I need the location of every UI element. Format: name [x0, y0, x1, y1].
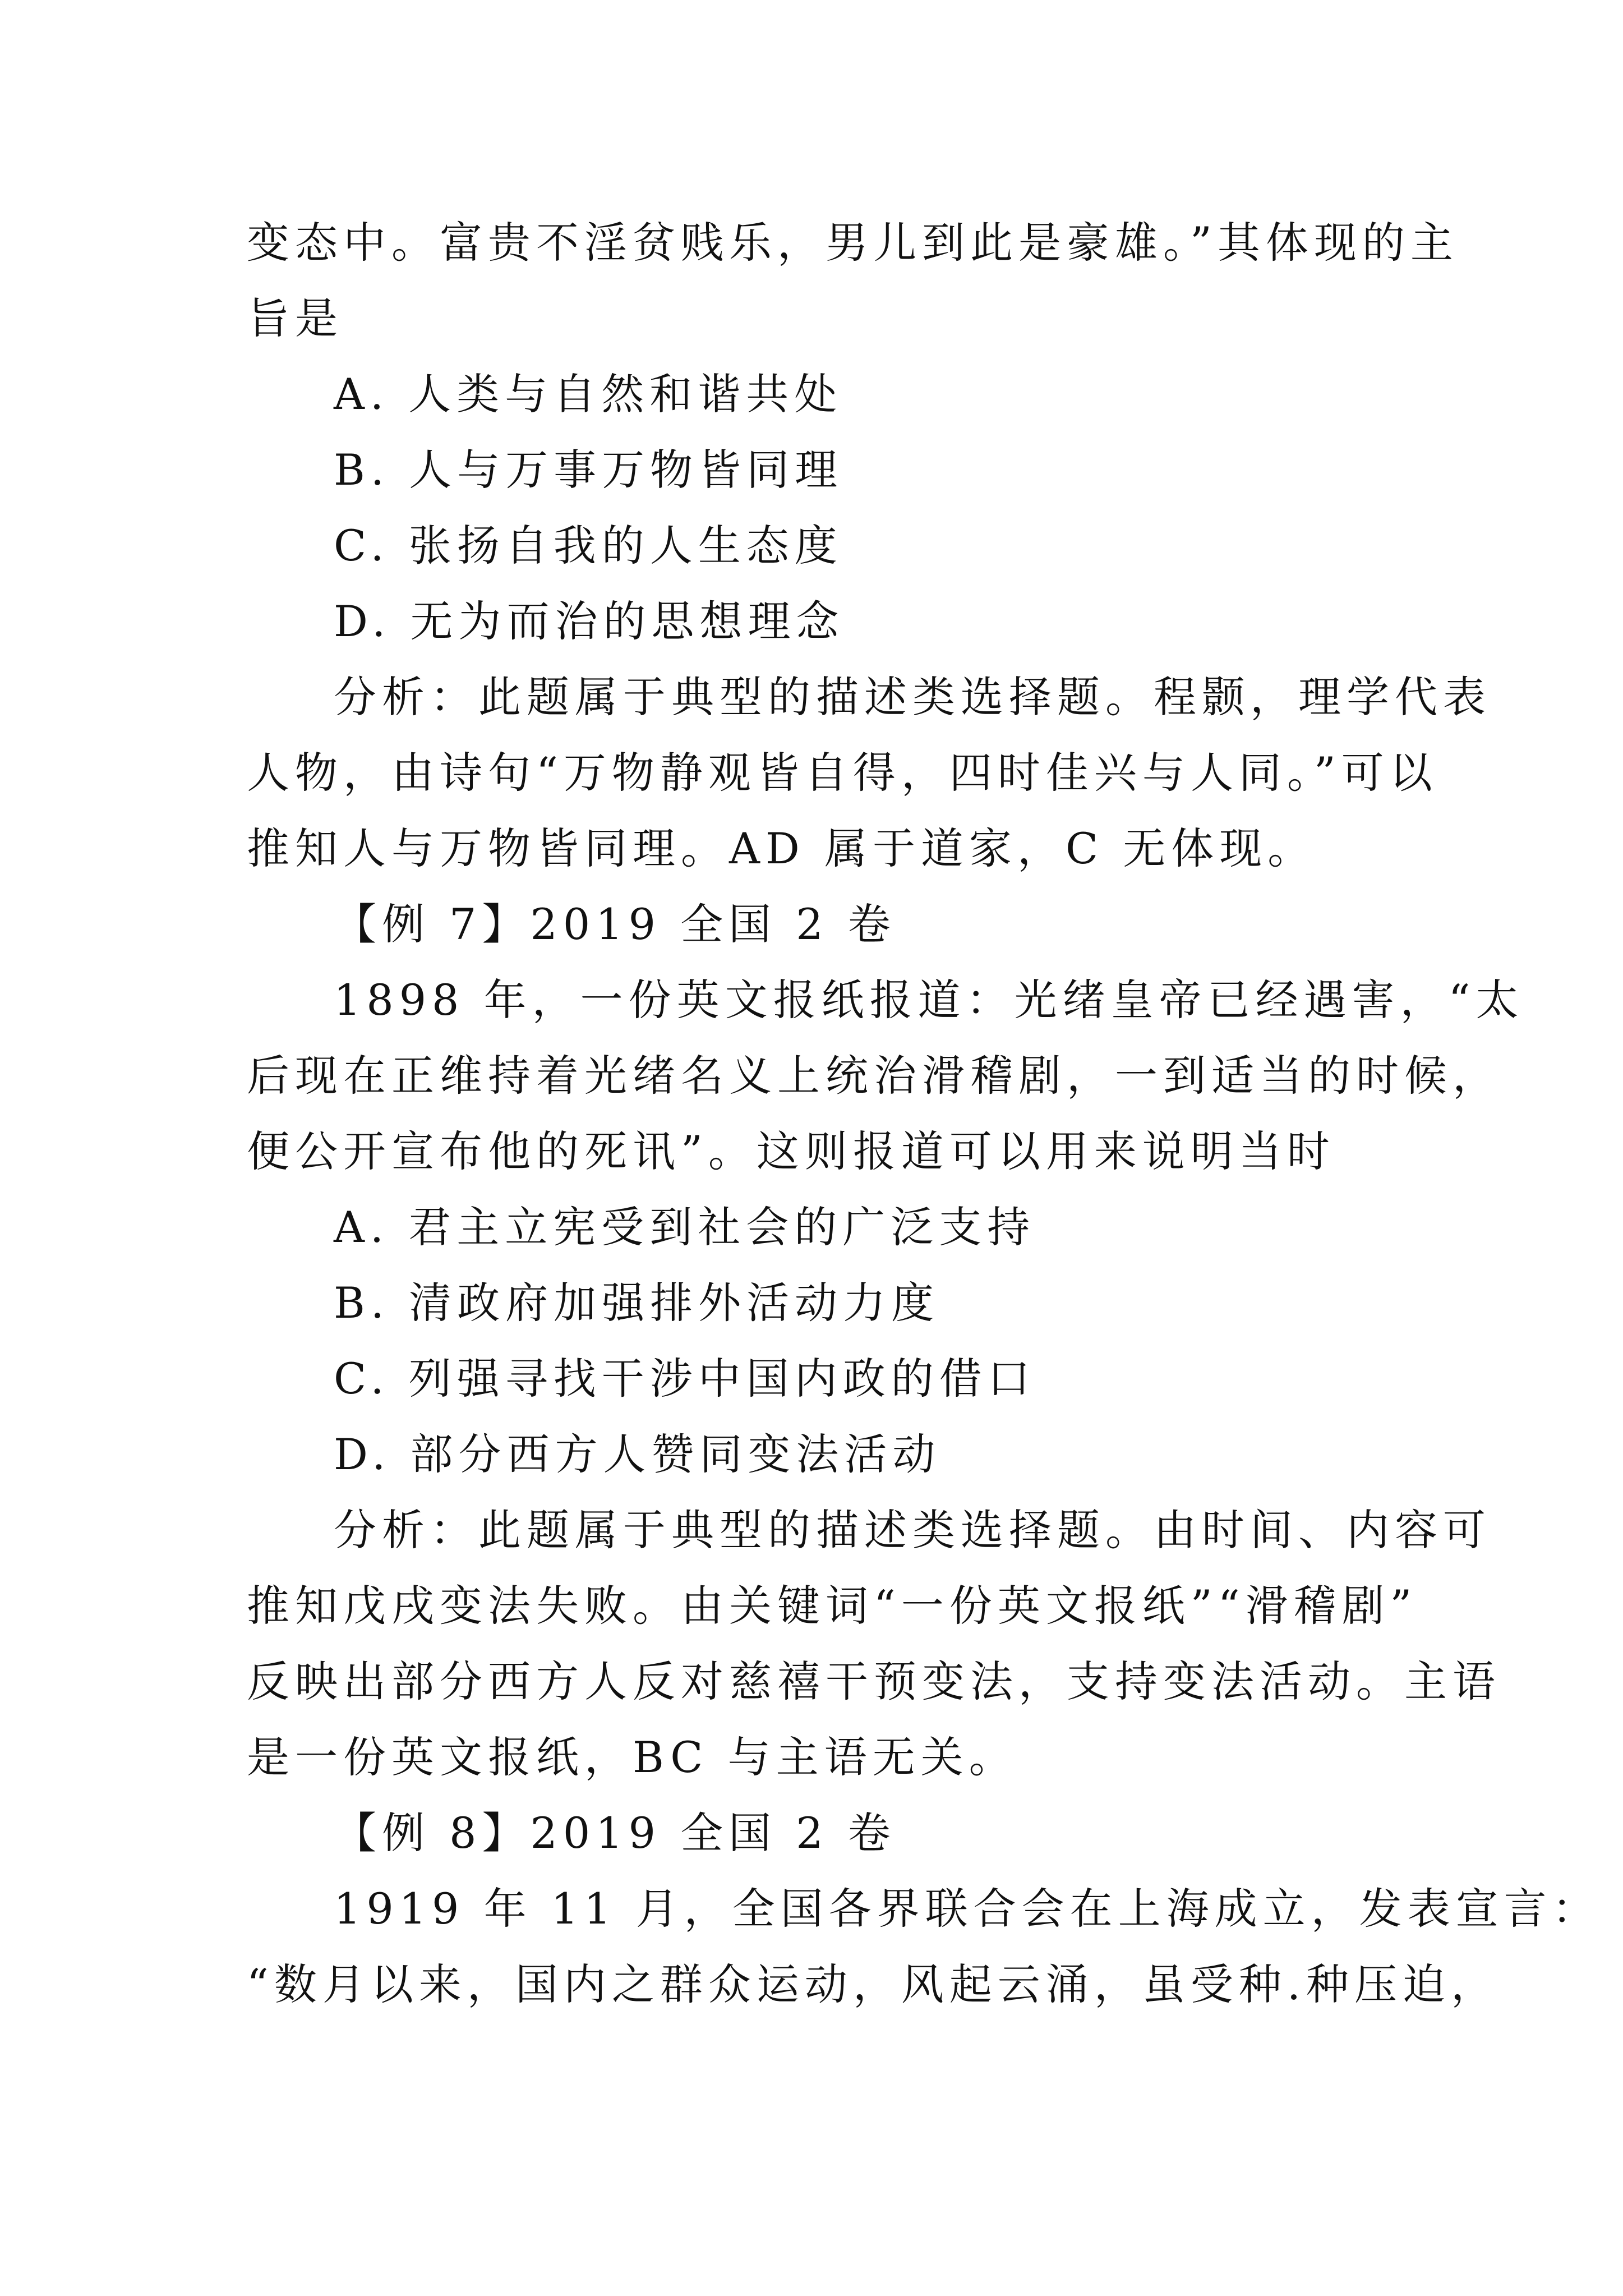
option-b: B. 清政府加强排外活动力度: [334, 1278, 940, 1328]
paragraph-line: “数月以来，国内之群众运动，风起云涌，虽受种.种压迫，: [247, 1959, 1500, 2009]
option-d: D. 无为而治的思想理念: [334, 596, 845, 646]
analysis-line: 推知戊戌变法失败。由关键词“一份英文报纸”“滑稽剧”: [247, 1581, 1418, 1631]
paragraph-line: 变态中。富贵不淫贫贱乐，男儿到此是豪雄。”其体现的主: [247, 218, 1459, 268]
analysis-line: 分析：此题属于典型的描述类选择题。程颢，理学代表: [334, 672, 1491, 722]
option-c: C. 张扬自我的人生态度: [334, 521, 843, 570]
analysis-line: 人物，由诗句“万物静观皆自得，四时佳兴与人同。”可以: [247, 748, 1438, 798]
paragraph-line: 便公开宣布他的死讯”。这则报道可以用来说明当时: [247, 1126, 1335, 1176]
option-a: A. 君主立宪受到社会的广泛支持: [334, 1202, 1036, 1252]
option-b: B. 人与万事万物皆同理: [334, 445, 843, 495]
analysis-line: 反映出部分西方人反对慈禧干预变法，支持变法活动。主语: [247, 1657, 1501, 1706]
analysis-line: 分析：此题属于典型的描述类选择题。由时间、内容可: [334, 1505, 1491, 1555]
option-c: C. 列强寻找干涉中国内政的借口: [334, 1354, 1036, 1404]
option-d: D. 部分西方人赞同变法活动: [334, 1429, 941, 1479]
analysis-line: 是一份英文报纸，BC 与主语无关。: [247, 1732, 1017, 1782]
example-heading: 【例 8】2019 全国 2 卷: [334, 1808, 896, 1858]
paragraph-line: 1898 年，一份英文报纸报道：光绪皇帝已经遇害，“太: [334, 975, 1524, 1025]
analysis-line: 推知人与万物皆同理。AD 属于道家，C 无体现。: [247, 823, 1316, 873]
example-heading: 【例 7】2019 全国 2 卷: [334, 899, 896, 949]
paragraph-line: 旨是: [247, 293, 343, 343]
option-a: A. 人类与自然和谐共处: [334, 369, 843, 419]
paragraph-line: 后现在正维持着光绪名义上统治滑稽剧，一到适当的时候，: [247, 1051, 1501, 1101]
paragraph-line: 1919 年 11 月，全国各界联合会在上海成立，发表宣言：: [334, 1884, 1601, 1934]
